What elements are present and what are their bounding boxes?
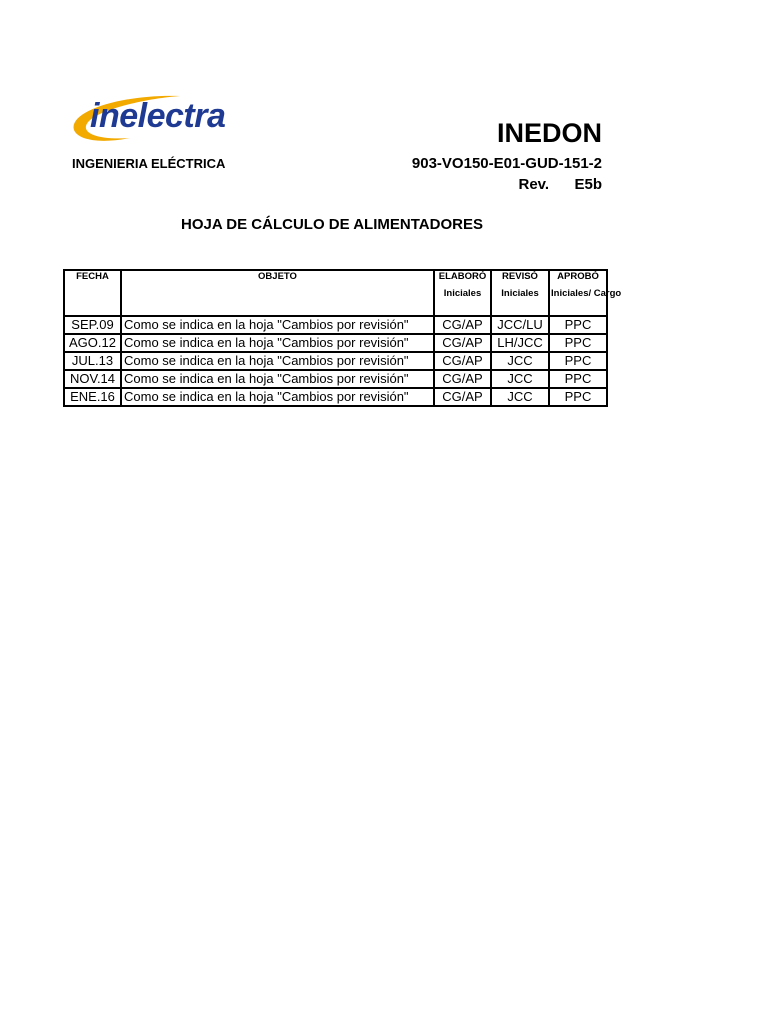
header-fecha: FECHA bbox=[64, 270, 121, 316]
cell-elaboro: CG/AP bbox=[434, 388, 491, 406]
header-objeto: OBJETO bbox=[121, 270, 434, 316]
cell-aprobo: PPC bbox=[549, 334, 607, 352]
document-code: 903-VO150-E01-GUD-151-2 bbox=[411, 155, 602, 172]
cell-fecha: NOV.14 bbox=[64, 370, 121, 388]
cell-fecha: AGO.12 bbox=[64, 334, 121, 352]
table-row bbox=[64, 352, 607, 370]
cell-objeto: Como se indica en la hoja "Cambios por revisión" bbox=[121, 352, 434, 370]
revision-line bbox=[518, 176, 602, 193]
logo-wordmark: inelectra bbox=[90, 97, 226, 135]
cell-objeto: Como se indica en la hoja "Cambios por revisión" bbox=[121, 316, 434, 334]
revision-table bbox=[63, 269, 622, 407]
cell-elaboro: CG/AP bbox=[434, 316, 491, 334]
cell-elaboro: CG/AP bbox=[434, 352, 491, 370]
cell-reviso: JCC/LU bbox=[491, 316, 549, 334]
cell-aprobo: PPC bbox=[549, 370, 607, 388]
cell-fecha: SEP.09 bbox=[64, 316, 121, 334]
cell-fecha: ENE.16 bbox=[64, 388, 121, 406]
table-header-row bbox=[64, 270, 607, 316]
header-aprobo-sub: Iniciales/ Cargo bbox=[551, 288, 622, 299]
header-elaboro: ELABORÓ Iniciales bbox=[434, 270, 491, 316]
cell-reviso: LH/JCC bbox=[491, 334, 549, 352]
table-row bbox=[64, 316, 607, 334]
revision-value: E5b bbox=[574, 176, 602, 193]
cell-objeto: Como se indica en la hoja "Cambios por revisión" bbox=[121, 334, 434, 352]
header-reviso: REVISÓ Iniciales bbox=[491, 270, 549, 316]
cell-aprobo: PPC bbox=[549, 352, 607, 370]
cell-fecha: JUL.13 bbox=[64, 352, 121, 370]
header-reviso-sub: Iniciales bbox=[501, 288, 539, 299]
revision-label: Rev. bbox=[518, 176, 550, 193]
cell-aprobo: PPC bbox=[549, 388, 607, 406]
table-row bbox=[64, 370, 607, 388]
table-row bbox=[64, 334, 607, 352]
inelectra-logo bbox=[60, 90, 225, 150]
cell-reviso: JCC bbox=[491, 388, 549, 406]
cell-objeto: Como se indica en la hoja "Cambios por revisión" bbox=[121, 370, 434, 388]
cell-objeto: Como se indica en la hoja "Cambios por revisión" bbox=[121, 388, 434, 406]
cell-reviso: JCC bbox=[491, 352, 549, 370]
table-row bbox=[64, 388, 607, 406]
brand-name: INEDON bbox=[496, 118, 602, 148]
cell-elaboro: CG/AP bbox=[434, 370, 491, 388]
header-elaboro-sub: Iniciales bbox=[443, 288, 482, 299]
header-aprobo: APROBÓ Iniciales/ Cargo bbox=[549, 270, 607, 316]
cell-elaboro: CG/AP bbox=[434, 334, 491, 352]
cell-reviso: JCC bbox=[491, 370, 549, 388]
cell-aprobo: PPC bbox=[549, 316, 607, 334]
company-subtitle: INGENIERIA ELÉCTRICA bbox=[72, 156, 226, 171]
document-title: HOJA DE CÁLCULO DE ALIMENTADORES bbox=[181, 216, 483, 233]
